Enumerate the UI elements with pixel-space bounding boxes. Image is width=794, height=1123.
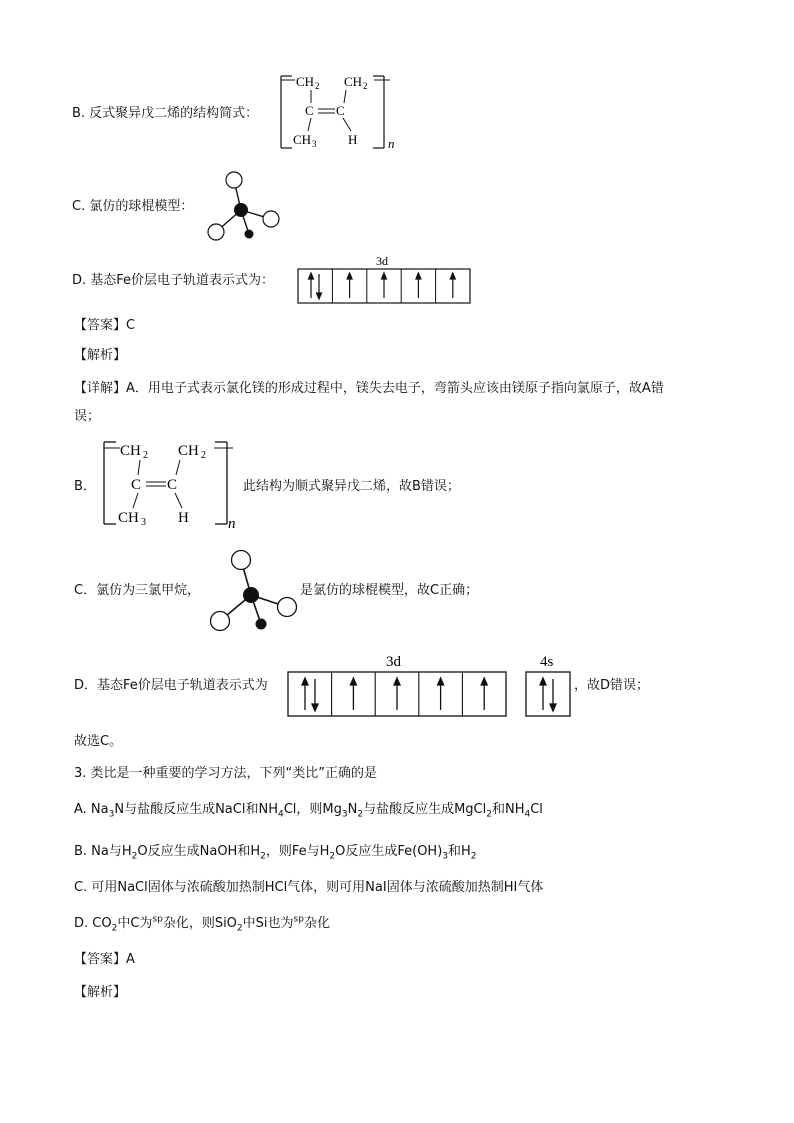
analysis-1: 【解析】	[74, 348, 127, 363]
q3-a-sub2b: 2	[486, 809, 492, 820]
q3-a-sub3: 3	[108, 809, 115, 820]
q3-d-sp-second: sp	[293, 914, 304, 925]
detail-d-suffix: ，故D错误；	[574, 678, 650, 693]
sub3-left: 3	[312, 139, 317, 149]
q3-a-part2: N与盐酸反应生成NaCl和NH	[114, 802, 278, 817]
ch3-left: CH	[293, 132, 312, 147]
q3-b-sub2: 2	[131, 851, 138, 862]
detail-a-line1: 【详解】A．用电子式表示氯化镁的形成过程中，镁失去电子，弯箭头应该由镁原子指向氯原子，故A错	[74, 381, 664, 396]
q3-a-part1: A. Na	[74, 802, 109, 817]
detail-a-line2: 误；	[74, 409, 101, 424]
analysis-2: 【解析】	[74, 985, 127, 1000]
detail-d-prefix: D．基态Fe价层电子轨道表示式为	[74, 678, 268, 693]
q3-b-part4: O反应生成Fe(OH)	[335, 844, 443, 859]
q3-a-part7: Cl	[530, 802, 543, 817]
cis-c-left: C	[131, 477, 142, 493]
trans-polyisoprene-structure	[278, 72, 408, 154]
option-b-label: B. 反式聚异戊二烯的结构简式：	[72, 106, 259, 121]
detail-c-prefix: C．氯仿为三氯甲烷，	[74, 583, 201, 598]
detail-chloroform-model	[204, 544, 304, 636]
q3-d-part1: D. CO	[74, 916, 112, 931]
cis-ch2-left: CH	[120, 443, 141, 459]
cis-c-right: C	[167, 477, 178, 493]
q3-option-b	[74, 843, 477, 861]
sub2-right: 2	[363, 81, 368, 91]
detail-orbital-3d-label: 3d	[386, 654, 401, 670]
q3-stem: 3. 类比是一种重要的学习方法，下列“类比”正确的是	[74, 766, 378, 781]
option-d-label: D. 基态Fe价层电子轨道表示式为：	[72, 273, 275, 288]
detail-c-suffix: 是氯仿的球棍模型，故C正确；	[300, 583, 479, 598]
q3-d-part4: 中Si也为	[242, 916, 294, 931]
q3-d-sub2: 2	[111, 923, 118, 934]
q3-a-part6: 和NH	[491, 802, 525, 817]
cis-n-subscript: n	[228, 516, 236, 532]
fe-orbital-diagram-wrong	[296, 252, 472, 306]
cis-sub3-left: 3	[141, 517, 146, 528]
cis-ch2-right: CH	[178, 443, 199, 459]
ch2-left: CH	[296, 74, 315, 89]
q3-b-part3: ，则Fe与H	[265, 844, 330, 859]
q3-a-sub4: 4	[277, 809, 284, 820]
answer-2: 【答案】A	[74, 952, 135, 967]
cis-sub2-right: 2	[201, 450, 206, 461]
q3-d-part5: 杂化	[303, 916, 330, 931]
q3-d-part2: 中C为	[117, 916, 153, 931]
q3-d-sub2b: 2	[236, 923, 243, 934]
q3-a-part3: Cl，则Mg	[283, 802, 342, 817]
n-subscript: n	[388, 136, 395, 151]
q3-a-sub3b: 3	[341, 809, 348, 820]
q3-a-sub4b: 4	[524, 809, 531, 820]
detail-b-prefix: B．	[74, 479, 96, 494]
fe-orbital-diagram-correct	[286, 648, 576, 720]
q3-option-d	[74, 915, 330, 933]
answer-1: 【答案】C	[74, 318, 136, 333]
cis-h-right: H	[178, 510, 189, 526]
q3-b-part5: 和H	[448, 844, 471, 859]
c-right: C	[336, 103, 345, 118]
sub2-left: 2	[315, 81, 320, 91]
q3-b-part2: O反应生成NaOH和H	[137, 844, 261, 859]
q3-a-part4: N	[347, 802, 358, 817]
q3-b-part1: B. Na与H	[74, 844, 132, 859]
h-right: H	[348, 132, 358, 147]
q3-b-sub2c: 2	[329, 851, 336, 862]
cis-sub2-left: 2	[143, 450, 148, 461]
q3-option-a	[74, 801, 543, 819]
q3-b-sub3: 3	[442, 851, 449, 862]
detail-b-suffix: 此结构为顺式聚异戊二烯，故B错误；	[243, 479, 460, 494]
q3-b-sub2d: 2	[470, 851, 477, 862]
q3-d-part3: 杂化，则SiO	[162, 916, 237, 931]
c-left: C	[305, 103, 314, 118]
detail-orbital-4s-label: 4s	[540, 654, 554, 670]
q3-option-c: C. 可用NaCl固体与浓硫酸加热制HCl气体，则可用NaI固体与浓硫酸加热制HI气体	[74, 880, 544, 895]
chloroform-ball-stick-model	[200, 168, 290, 246]
q3-a-part5: 与盐酸反应生成MgCl	[363, 802, 487, 817]
option-c-label: C. 氯仿的球棍模型：	[72, 199, 194, 214]
ch2-right: CH	[344, 74, 363, 89]
cis-ch3-left: CH	[118, 510, 139, 526]
q3-a-sub2: 2	[357, 809, 364, 820]
cis-polyisoprene-structure	[100, 436, 240, 532]
conclusion: 故选C。	[74, 734, 123, 749]
q3-d-sp-first: sp	[152, 914, 163, 925]
q3-b-sub2b: 2	[260, 851, 266, 862]
orbital-3d-label: 3d	[376, 254, 388, 268]
